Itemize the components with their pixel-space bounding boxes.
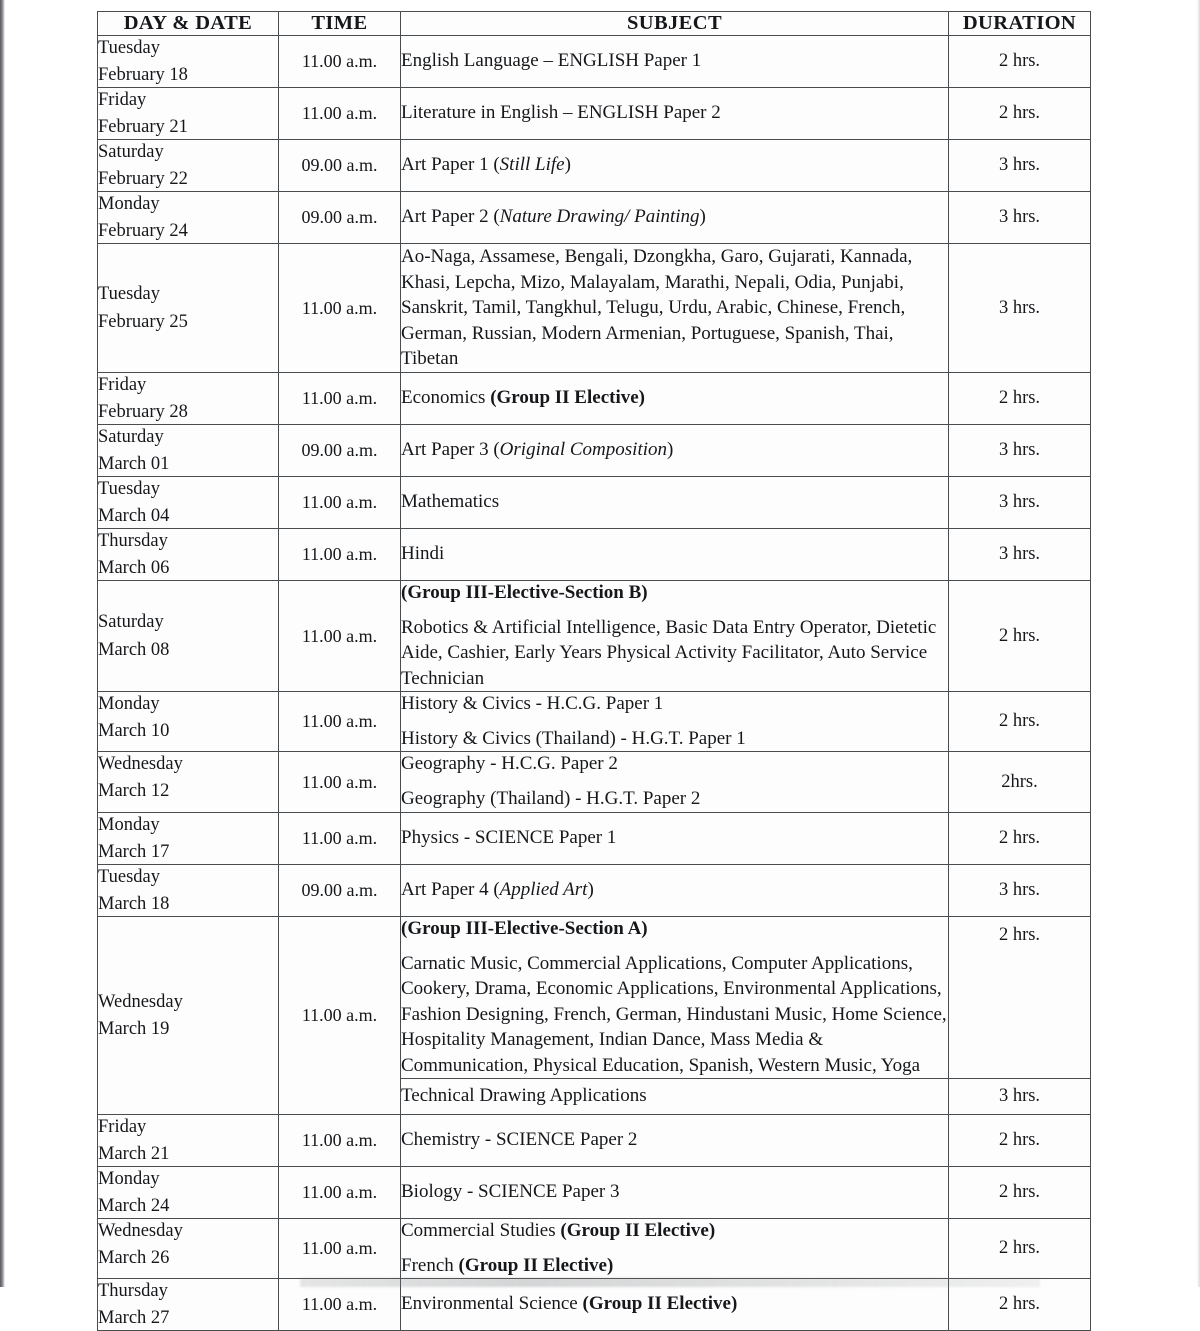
- cell-subject: [401, 528, 949, 580]
- cell-subject: [401, 244, 949, 372]
- date-value: March 06: [98, 557, 170, 578]
- subject-line: Environmental Science (Group II Elective): [401, 1293, 738, 1315]
- subject-line: Art Paper 4 (Applied Art): [401, 879, 594, 901]
- cell-time: 11.00 a.m.: [279, 528, 401, 580]
- cell-duration: 2 hrs.: [949, 581, 1091, 692]
- day-name: Saturday: [98, 142, 164, 163]
- date-value: March 01: [98, 453, 170, 474]
- table-row: [98, 812, 1091, 864]
- subject-heading: (Group III-Elective-Section B): [401, 582, 648, 604]
- cell-time: 11.00 a.m.: [279, 812, 401, 864]
- table-row: [98, 244, 1091, 372]
- date-value: February 25: [98, 311, 188, 332]
- cell-day-date: [98, 752, 279, 812]
- cell-day-date: [98, 1166, 279, 1218]
- cell-time: 11.00 a.m.: [279, 244, 401, 372]
- table-header: [98, 12, 1091, 36]
- cell-subject: [401, 1078, 949, 1114]
- exam-timetable-page: [97, 11, 1090, 1331]
- day-name: Saturday: [98, 612, 164, 633]
- header-row: [98, 12, 1091, 36]
- subject-line: Hindi: [401, 543, 445, 565]
- cell-duration: 2 hrs.: [949, 1114, 1091, 1166]
- date-value: March 04: [98, 505, 170, 526]
- cell-time: 11.00 a.m.: [279, 917, 401, 1115]
- column-header-duration: DURATION: [949, 12, 1091, 36]
- date-value: March 08: [98, 639, 170, 660]
- cell-time: 09.00 a.m.: [279, 140, 401, 192]
- table-row: [98, 476, 1091, 528]
- table-row: [98, 1114, 1091, 1166]
- day-name: Tuesday: [98, 284, 161, 305]
- cell-time: 11.00 a.m.: [279, 88, 401, 140]
- cell-duration: 3 hrs.: [949, 528, 1091, 580]
- table-body: [98, 36, 1091, 1331]
- cell-duration: 3 hrs.: [949, 424, 1091, 476]
- cell-subject: [401, 88, 949, 140]
- cell-subject: [401, 752, 949, 812]
- cell-subject: [401, 476, 949, 528]
- cell-duration: 2 hrs.: [949, 88, 1091, 140]
- subject-line: Geography (Thailand) - H.G.T. Paper 2: [401, 788, 701, 810]
- cell-day-date: [98, 581, 279, 692]
- day-name: Monday: [98, 694, 160, 715]
- date-value: March 18: [98, 893, 170, 914]
- day-name: Saturday: [98, 426, 164, 447]
- day-name: Monday: [98, 194, 160, 215]
- cell-time: 11.00 a.m.: [279, 581, 401, 692]
- cell-subject: [401, 812, 949, 864]
- subject-line: Technical Drawing Applications: [401, 1084, 647, 1106]
- table-row: [98, 581, 1091, 692]
- cell-day-date: [98, 424, 279, 476]
- date-value: March 24: [98, 1195, 170, 1216]
- cell-subject: [401, 917, 949, 1079]
- cell-duration: 3 hrs.: [949, 864, 1091, 916]
- cell-duration: 3 hrs.: [949, 476, 1091, 528]
- date-value: February 28: [98, 401, 188, 422]
- cell-subject: [401, 140, 949, 192]
- table-row: [98, 917, 1091, 1079]
- day-name: Tuesday: [98, 866, 161, 887]
- cell-subject: [401, 424, 949, 476]
- cell-day-date: [98, 528, 279, 580]
- subject-line: Literature in English – ENGLISH Paper 2: [401, 102, 721, 124]
- cell-day-date: [98, 140, 279, 192]
- subject-body: Ao-Naga, Assamese, Bengali, Dzongkha, Garo, Gujarati, Kannada, Khasi, Lepcha, Mizo, Malayalam, Marathi, Nepali, Odia, Punjabi, Sanskrit, Tamil, Tangkhul, Telugu, Urdu, Arabic, Chinese, French, German, Russian, Modern Armenian, Portuguese, Spanish, Thai, Tibetan: [401, 246, 913, 370]
- table-row: [98, 528, 1091, 580]
- cell-day-date: [98, 88, 279, 140]
- cell-time: 11.00 a.m.: [279, 372, 401, 424]
- cell-subject: [401, 692, 949, 752]
- cell-day-date: [98, 917, 279, 1115]
- date-value: March 19: [98, 1018, 170, 1039]
- cell-duration: 2 hrs.: [949, 1279, 1091, 1331]
- cell-duration: 2 hrs.: [949, 692, 1091, 752]
- day-name: Tuesday: [98, 38, 161, 58]
- cell-day-date: [98, 1114, 279, 1166]
- cell-time: 11.00 a.m.: [279, 36, 401, 88]
- date-value: March 10: [98, 721, 170, 742]
- cell-duration: 2 hrs.: [949, 917, 1091, 1079]
- subject-line: Economics (Group II Elective): [401, 386, 645, 408]
- day-name: Thursday: [98, 1281, 168, 1302]
- subject-body: Carnatic Music, Commercial Applications, Computer Applications, Cookery, Drama, Economic Applications, Environmental Applications, Fashion Designing, French, German, Hindustani Music, Home Science, Hospitality Management, Indian Dance, Mass Media & Communication, Physical Education, Spanish, Western Music, Yoga: [401, 952, 947, 1076]
- subject-heading: (Group III-Elective-Section A): [401, 918, 648, 939]
- cell-time: 11.00 a.m.: [279, 1279, 401, 1331]
- cell-day-date: [98, 192, 279, 244]
- cell-day-date: [98, 692, 279, 752]
- cell-time: 11.00 a.m.: [279, 1218, 401, 1278]
- cell-subject: [401, 1218, 949, 1278]
- cell-duration: 2 hrs.: [949, 812, 1091, 864]
- cell-time: 11.00 a.m.: [279, 692, 401, 752]
- subject-line: Commercial Studies (Group II Elective): [401, 1219, 716, 1241]
- subject-line: Biology - SCIENCE Paper 3: [401, 1180, 620, 1202]
- page-footer-ghost-text: [300, 1278, 1040, 1287]
- table-row: [98, 752, 1091, 812]
- day-name: Wednesday: [98, 1220, 183, 1241]
- cell-day-date: [98, 244, 279, 372]
- cell-time: 11.00 a.m.: [279, 1114, 401, 1166]
- date-value: February 22: [98, 169, 188, 190]
- subject-line: French (Group II Elective): [401, 1254, 614, 1276]
- cell-duration: 3 hrs.: [949, 140, 1091, 192]
- column-header-subject: SUBJECT: [401, 12, 949, 36]
- table-row: [98, 372, 1091, 424]
- cell-day-date: [98, 1218, 279, 1278]
- table-row: [98, 692, 1091, 752]
- date-value: March 27: [98, 1308, 170, 1329]
- day-name: Friday: [98, 90, 147, 111]
- table-row: [98, 864, 1091, 916]
- subject-line: Art Paper 2 (Nature Drawing/ Painting): [401, 206, 706, 228]
- cell-subject: [401, 372, 949, 424]
- cell-time: 09.00 a.m.: [279, 864, 401, 916]
- column-header-day-date: DAY & DATE: [98, 12, 279, 36]
- table-row: [98, 424, 1091, 476]
- date-value: February 24: [98, 221, 188, 242]
- subject-line: Art Paper 1 (Still Life): [401, 154, 571, 176]
- subject-line: Mathematics: [401, 491, 500, 513]
- date-value: March 12: [98, 781, 170, 802]
- cell-time: 09.00 a.m.: [279, 424, 401, 476]
- subject-line: Physics - SCIENCE Paper 1: [401, 827, 617, 849]
- cell-day-date: [98, 812, 279, 864]
- day-name: Monday: [98, 1168, 160, 1189]
- cell-day-date: [98, 372, 279, 424]
- cell-duration: 3 hrs.: [949, 1078, 1091, 1114]
- cell-time: 11.00 a.m.: [279, 752, 401, 812]
- date-value: February 18: [98, 65, 188, 86]
- date-value: March 17: [98, 841, 170, 862]
- cell-subject: [401, 192, 949, 244]
- cell-time: 11.00 a.m.: [279, 1166, 401, 1218]
- cell-duration: 2 hrs.: [949, 372, 1091, 424]
- cell-subject: [401, 36, 949, 88]
- date-value: February 21: [98, 117, 188, 138]
- column-header-time: TIME: [279, 12, 401, 36]
- cell-duration: 2 hrs.: [949, 36, 1091, 88]
- subject-line: History & Civics (Thailand) - H.G.T. Paper 1: [401, 727, 746, 749]
- cell-subject: [401, 1114, 949, 1166]
- cell-duration: 2hrs.: [949, 752, 1091, 812]
- table-row: [98, 36, 1091, 88]
- cell-duration: 2 hrs.: [949, 1166, 1091, 1218]
- day-name: Wednesday: [98, 991, 183, 1012]
- cell-day-date: [98, 864, 279, 916]
- subject-line: Art Paper 3 (Original Composition): [401, 438, 674, 460]
- cell-duration: 3 hrs.: [949, 192, 1091, 244]
- subject-line: Chemistry - SCIENCE Paper 2: [401, 1128, 638, 1150]
- cell-duration: 3 hrs.: [949, 244, 1091, 372]
- cell-day-date: [98, 476, 279, 528]
- day-name: Friday: [98, 374, 147, 395]
- cell-subject: [401, 581, 949, 692]
- day-name: Tuesday: [98, 478, 161, 499]
- date-value: March 26: [98, 1247, 170, 1268]
- day-name: Friday: [98, 1116, 147, 1137]
- cell-duration: 2 hrs.: [949, 1218, 1091, 1278]
- subject-line: Geography - H.C.G. Paper 2: [401, 753, 618, 775]
- day-name: Monday: [98, 814, 160, 835]
- subject-body: Robotics & Artificial Intelligence, Basic Data Entry Operator, Dietetic Aide, Cashier, Early Years Physical Activity Facilitator, Auto Service Technician: [401, 616, 937, 689]
- date-value: March 21: [98, 1143, 170, 1164]
- subject-line: History & Civics - H.C.G. Paper 1: [401, 693, 664, 715]
- table-row: [98, 88, 1091, 140]
- day-name: Wednesday: [98, 754, 183, 775]
- cell-subject: [401, 864, 949, 916]
- table-row: [98, 192, 1091, 244]
- day-name: Thursday: [98, 530, 168, 551]
- cell-time: 11.00 a.m.: [279, 476, 401, 528]
- scan-edge-left: [0, 0, 5, 1287]
- cell-time: 09.00 a.m.: [279, 192, 401, 244]
- table-row: [98, 1166, 1091, 1218]
- table-row: [98, 1218, 1091, 1278]
- cell-day-date: [98, 36, 279, 88]
- subject-line: English Language – ENGLISH Paper 1: [401, 50, 702, 72]
- table-row: [98, 140, 1091, 192]
- cell-subject: [401, 1166, 949, 1218]
- exam-timetable: [97, 11, 1091, 1331]
